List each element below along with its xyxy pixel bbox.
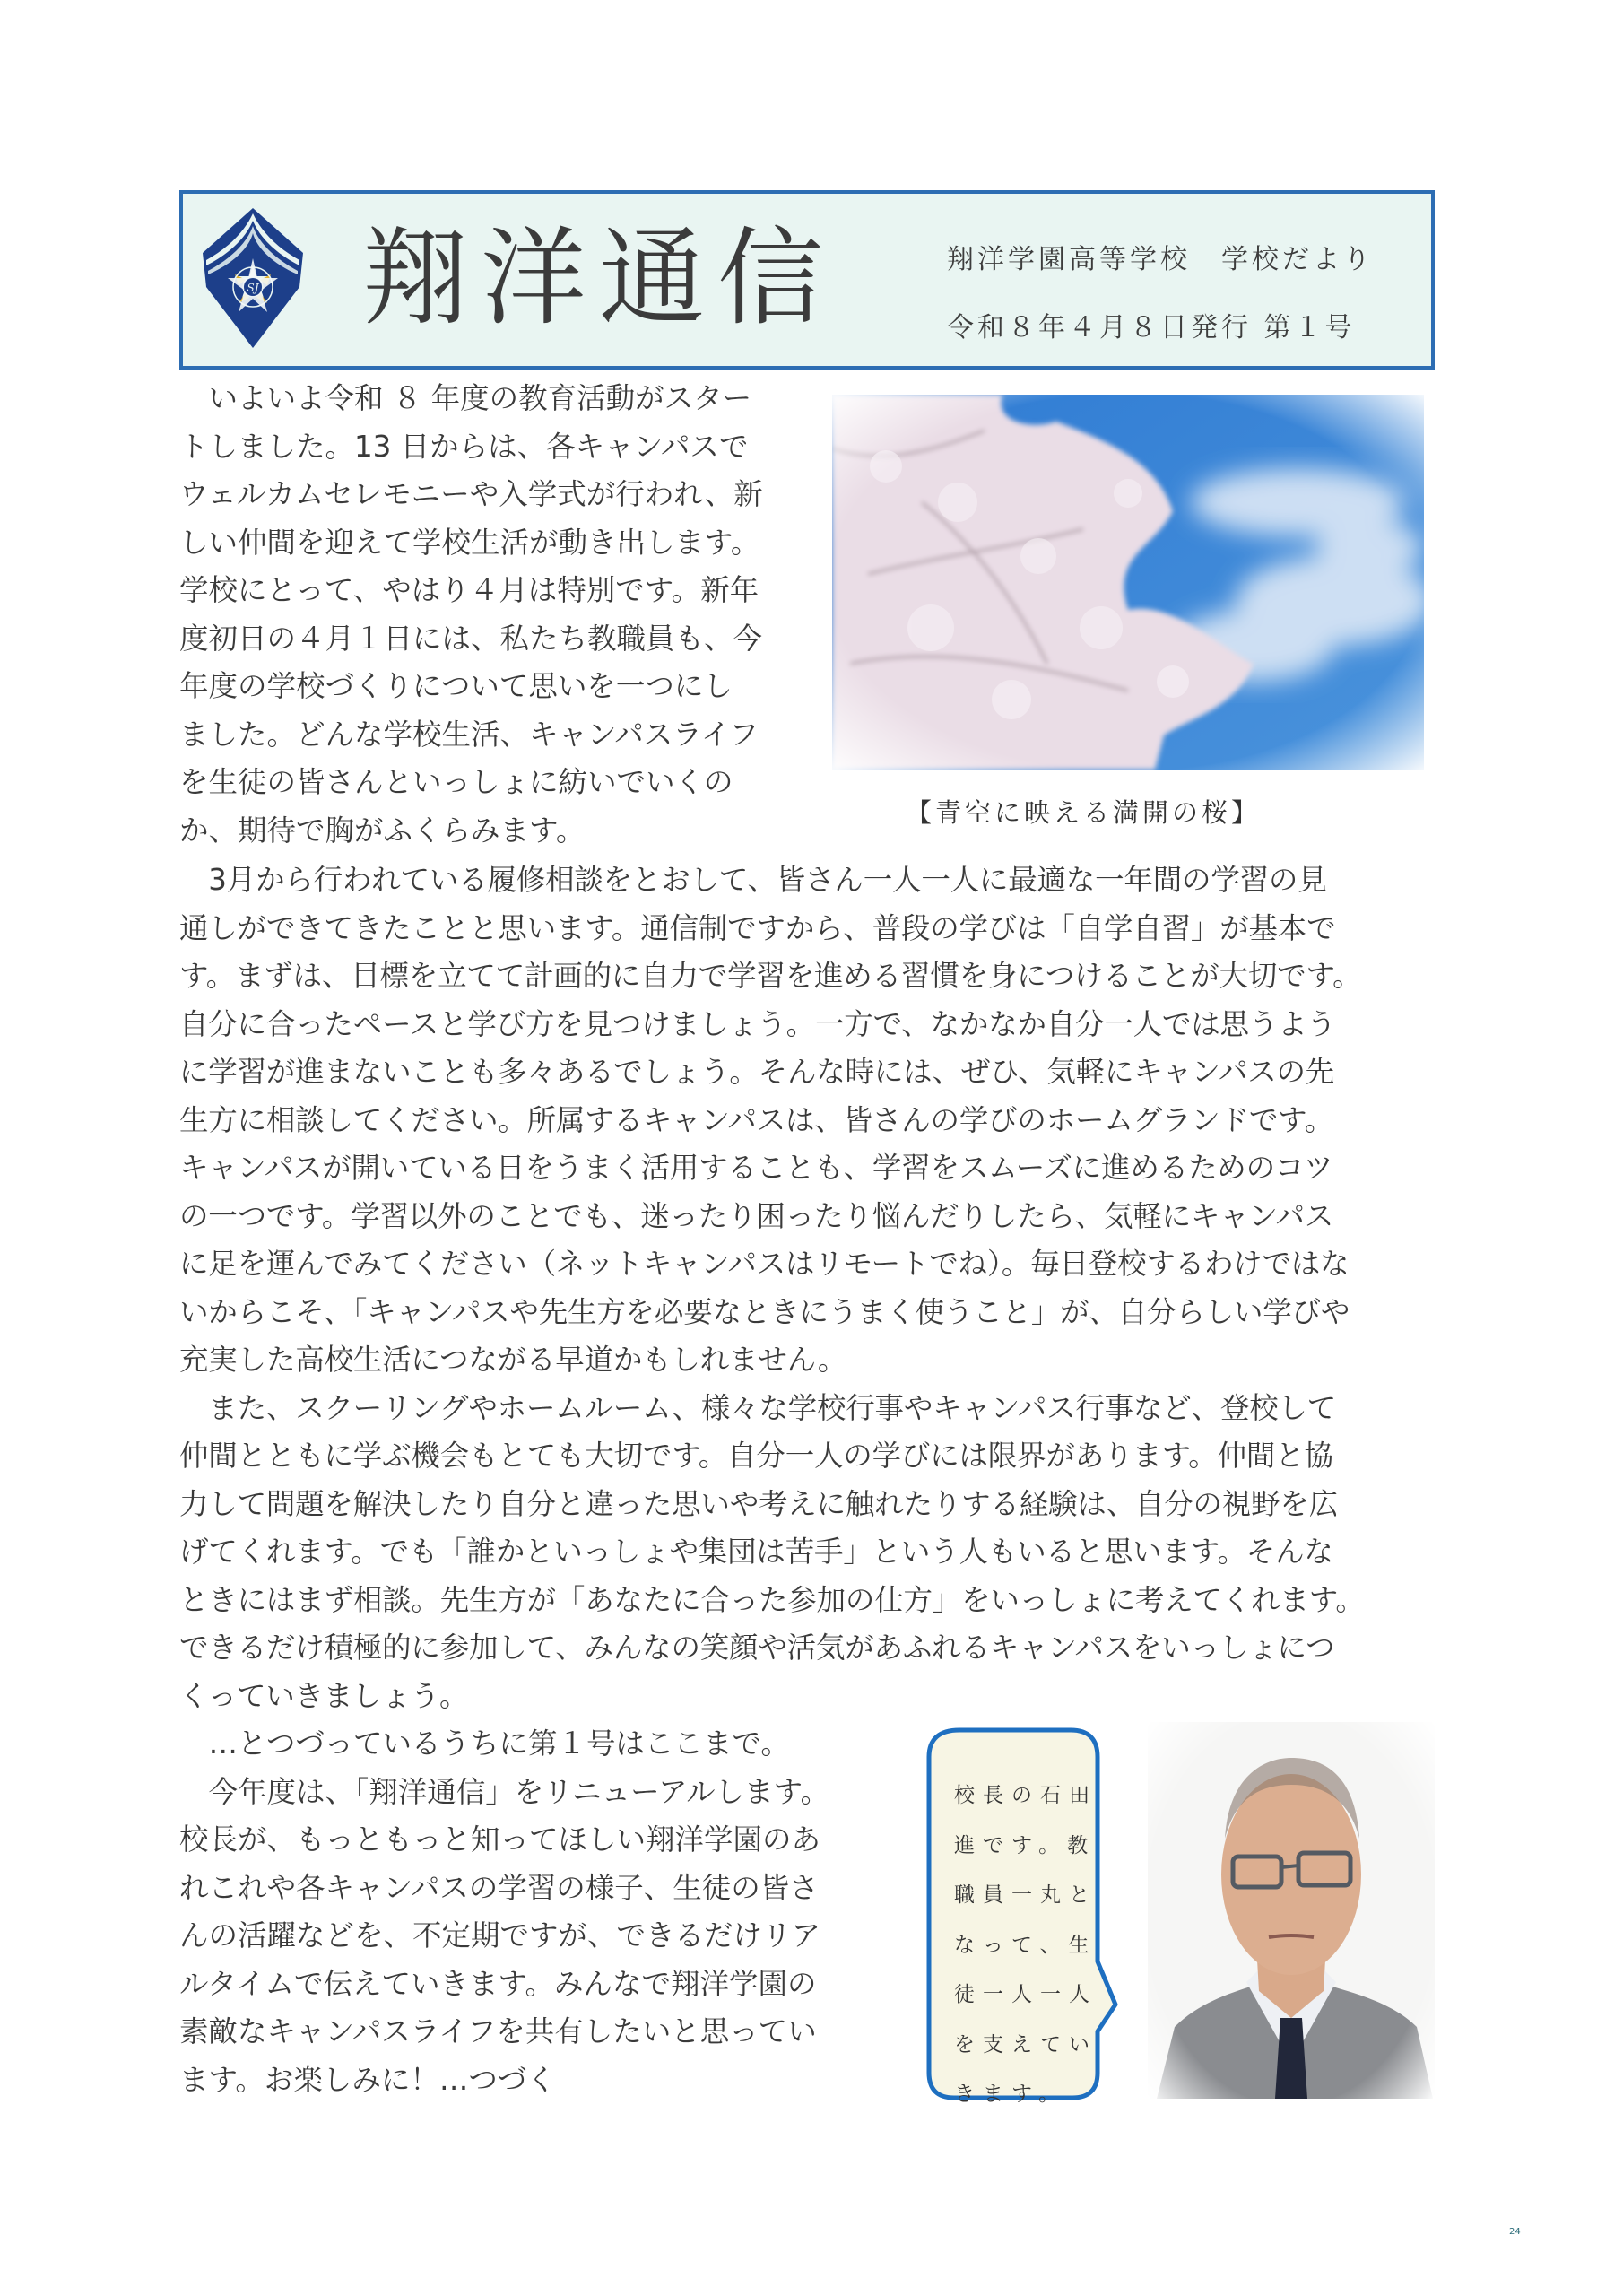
text-line: を生徒の皆さんといっしょに紡いでいくの — [179, 765, 733, 799]
text-line: しい仲間を迎えて学校生活が動き出します。 — [179, 525, 760, 560]
text-line: ウェルカムセレモニーや入学式が行われ、新 — [179, 477, 763, 511]
newsletter-header — [179, 190, 1435, 370]
text-line: 年度の学校づくりについて思いを一つにし — [179, 669, 733, 703]
page-number: 24 — [1509, 2227, 1521, 2237]
issue-info: 令和８年４月８日発行 第１号 — [947, 312, 1356, 344]
text-line: の一つです。学習以外のことでも、迷ったり困ったり悩んだりしたら、気軽にキャンパス — [179, 1198, 1334, 1233]
text-line: 生方に相談してください。所属するキャンパスは、皆さんの学びのホームグランドです。 — [179, 1102, 1334, 1137]
principal-portrait-photo — [1148, 1722, 1435, 2099]
text-line: 仲間とともに学ぶ機会もとても大切です。自分一人の学びには限界があります。仲間と協 — [179, 1439, 1333, 1473]
text-line: に足を運んでみてください（ネットキャンパスはリモートでね）。毎日登校するわけではな — [179, 1247, 1350, 1281]
text-line: 校長が、もっともっと知ってほしい翔洋学園のあ — [179, 1822, 821, 1857]
intro-paragraph — [179, 375, 763, 855]
text-line: いよいよ令和 ８ 年度の教育活動がスター — [179, 381, 752, 415]
text-line: す。まずは、目標を立てて計画的に自力で学習を進める習慣を身につけることが大切です。 — [179, 959, 1362, 993]
speech-line: 進です。教 — [954, 1833, 1097, 1857]
text-line: れこれや各キャンパスの学習の様子、生徒の皆さ — [179, 1870, 819, 1905]
principal-speech-bubble — [924, 1726, 1125, 2106]
text-line: 学校にとって、やはり４月は特別です。新年 — [179, 573, 759, 607]
speech-line: 校長の石田 — [954, 1784, 1098, 1807]
text-line: 素敵なキャンパスライフを共有したいと思ってい — [179, 2014, 817, 2048]
text-line: ます。お楽しみに！…つづく — [179, 2062, 556, 2097]
text-line: か、期待で胸がふくらみます。 — [179, 813, 586, 848]
photo-caption: 【青空に映える満開の桜】 — [906, 797, 1262, 828]
text-line: また、スクーリングやホームルーム、様々な学校行事やキャンパス行事など、登校して — [179, 1390, 1337, 1425]
speech-line: きます。 — [954, 2083, 1068, 2106]
text-line: 自分に合ったペースと学び方を見つけましょう。一方で、なかなか自分一人では思うよう — [179, 1006, 1336, 1041]
text-line: 3月から行われている履修相談をとおして、皆さん一人一人に最適な一年間の学習の見 — [179, 863, 1327, 897]
school-name: 翔洋学園高等学校 学校だより — [947, 244, 1374, 275]
text-line: に学習が進まないことも多々あるでしょう。そんな時には、ぜひ、気軽にキャンパスの先 — [179, 1055, 1335, 1089]
speech-text — [954, 1771, 1098, 2120]
text-line: できるだけ積極的に参加して、みんなの笑顔や活気があふれるキャンパスをいっしょにつ — [179, 1631, 1335, 1665]
text-line: 通しができてきたことと思います。通信制ですから、普段の学びは「自学自習」が基本で — [179, 910, 1336, 945]
speech-line: 徒一人一人 — [954, 1983, 1098, 2006]
text-line: ときにはまず相談。先生方が「あなたに合った参加の仕方」をいっしょに考えてくれます。 — [179, 1582, 1365, 1617]
text-line: ました。どんな学校生活、キャンパスライフ — [179, 717, 759, 752]
text-line: 度初日の４月１日には、私たち教職員も、今 — [179, 621, 763, 656]
text-line: トしました。13 日からは、各キャンパスで — [179, 429, 749, 464]
svg-text:SJ: SJ — [247, 282, 259, 294]
text-line: …とつづっているうちに第１号はここまで。 — [179, 1726, 790, 1761]
speech-line: を支えてい — [954, 2032, 1098, 2057]
speech-line: 職員一丸と — [954, 1883, 1098, 1907]
closing-paragraph — [179, 1720, 829, 2104]
text-line: んの活躍などを、不定期ですが、できるだけリア — [179, 1918, 821, 1952]
text-line: ルタイムで伝えていきます。みんなで翔洋学園の — [179, 1966, 817, 2001]
text-line: 力して問題を解決したり自分と違った思いや考えに触れたりする経験は、自分の視野を広 — [179, 1486, 1339, 1521]
text-line: いからこそ、「キャンパスや先生方を必要なときにうまく使うこと」が、自分らしい学びや — [179, 1294, 1350, 1329]
body-paragraphs — [179, 857, 1365, 1720]
text-line: キャンパスが開いている日をうまく活用することも、学習をスムーズに進めるためのコツ — [179, 1151, 1333, 1185]
text-line: げてくれます。でも「誰かといっしょや集団は苦手」という人もいると思います。そんな — [179, 1535, 1333, 1569]
text-line: 今年度は、「翔洋通信」をリニューアルします。 — [179, 1774, 830, 1809]
school-crest-icon — [199, 206, 307, 350]
speech-line: なって、生 — [954, 1933, 1098, 1957]
text-line: くっていきましょう。 — [179, 1678, 469, 1713]
newsletter-title: 翔洋通信 — [362, 216, 837, 340]
text-line: 充実した高校生活につながる早道かもしれません。 — [179, 1343, 847, 1377]
cherry-blossom-photo — [832, 395, 1424, 770]
